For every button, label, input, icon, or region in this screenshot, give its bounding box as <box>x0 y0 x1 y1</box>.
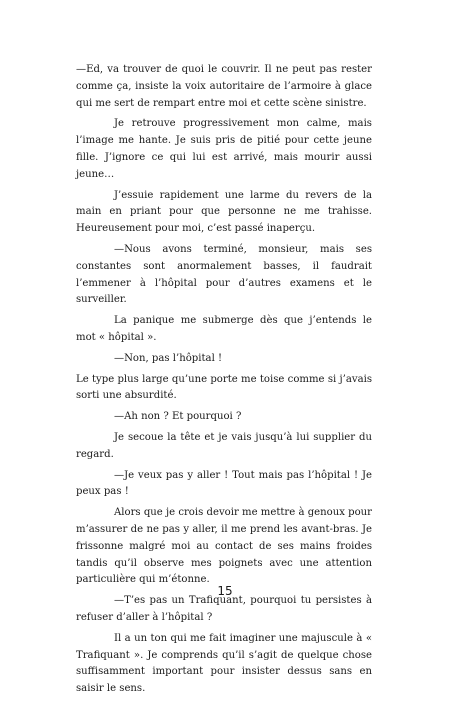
body-text <box>76 62 372 702</box>
paragraph: —T’es pas un Trafiquant, pourquoi tu persistes à refuser d’aller à l’hôpital ? <box>76 595 372 623</box>
paragraph: La panique me submerge dès que j’entends le mot « hôpital ». <box>76 315 372 343</box>
paragraph: Alors que je crois devoir me mettre à genoux pour m’assurer de ne pas y aller, il me prend les avant-bras. Je frissonne malgré moi au contact de ses mains froides tandis qu’il observe mes poignets avec une attention particulière qui m’étonne. <box>76 507 372 586</box>
paragraph: —Je veux pas y aller ! Tout mais pas l’hôpital ! Je peux pas ! <box>76 469 372 498</box>
paragraph: Le type plus large qu’une porte me toise comme si j’avais sorti une absurdité. <box>76 373 372 402</box>
paragraph: —Ed, va trouver de quoi le couvrir. Il ne peut pas rester comme ça, insiste la voix autoritaire de l’armoire à glace qui me sert de rempart entre moi et cette scène sinistre. <box>76 64 372 109</box>
paragraph: Je secoue la tête et je vais jusqu’à lui supplier du regard. <box>76 431 372 460</box>
paragraph: —Nous avons terminé, monsieur, mais ses constantes sont anormalement basses, il faudrait l’emmener à l’hôpital pour d’autres examens et le surveiller. <box>76 243 372 306</box>
paragraph: Je retrouve progressivement mon calme, mais l’image me hante. Je suis pris de pitié pour cette jeune fille. J’ignore ce qui lui est arrivé, mais mourir aussi jeune… <box>76 118 372 180</box>
paragraph: —Ah non ? Et pourquoi ? <box>114 411 242 423</box>
paragraph: J’essuie rapidement une larme du revers de la main en priant pour que personne ne me trahisse. Heureusement pour moi, c’est passé inaperçu. <box>76 189 372 235</box>
paragraph: —Non, pas l’hôpital ! <box>114 352 223 364</box>
page-number: 15 <box>217 584 233 598</box>
paragraph: Il a un ton qui me fait imaginer une majuscule à « Trafiquant ». Je comprends qu’il s’agit de quelque chose suffisamment important pour insister dessus sans en saisir le sens. <box>76 632 372 695</box>
